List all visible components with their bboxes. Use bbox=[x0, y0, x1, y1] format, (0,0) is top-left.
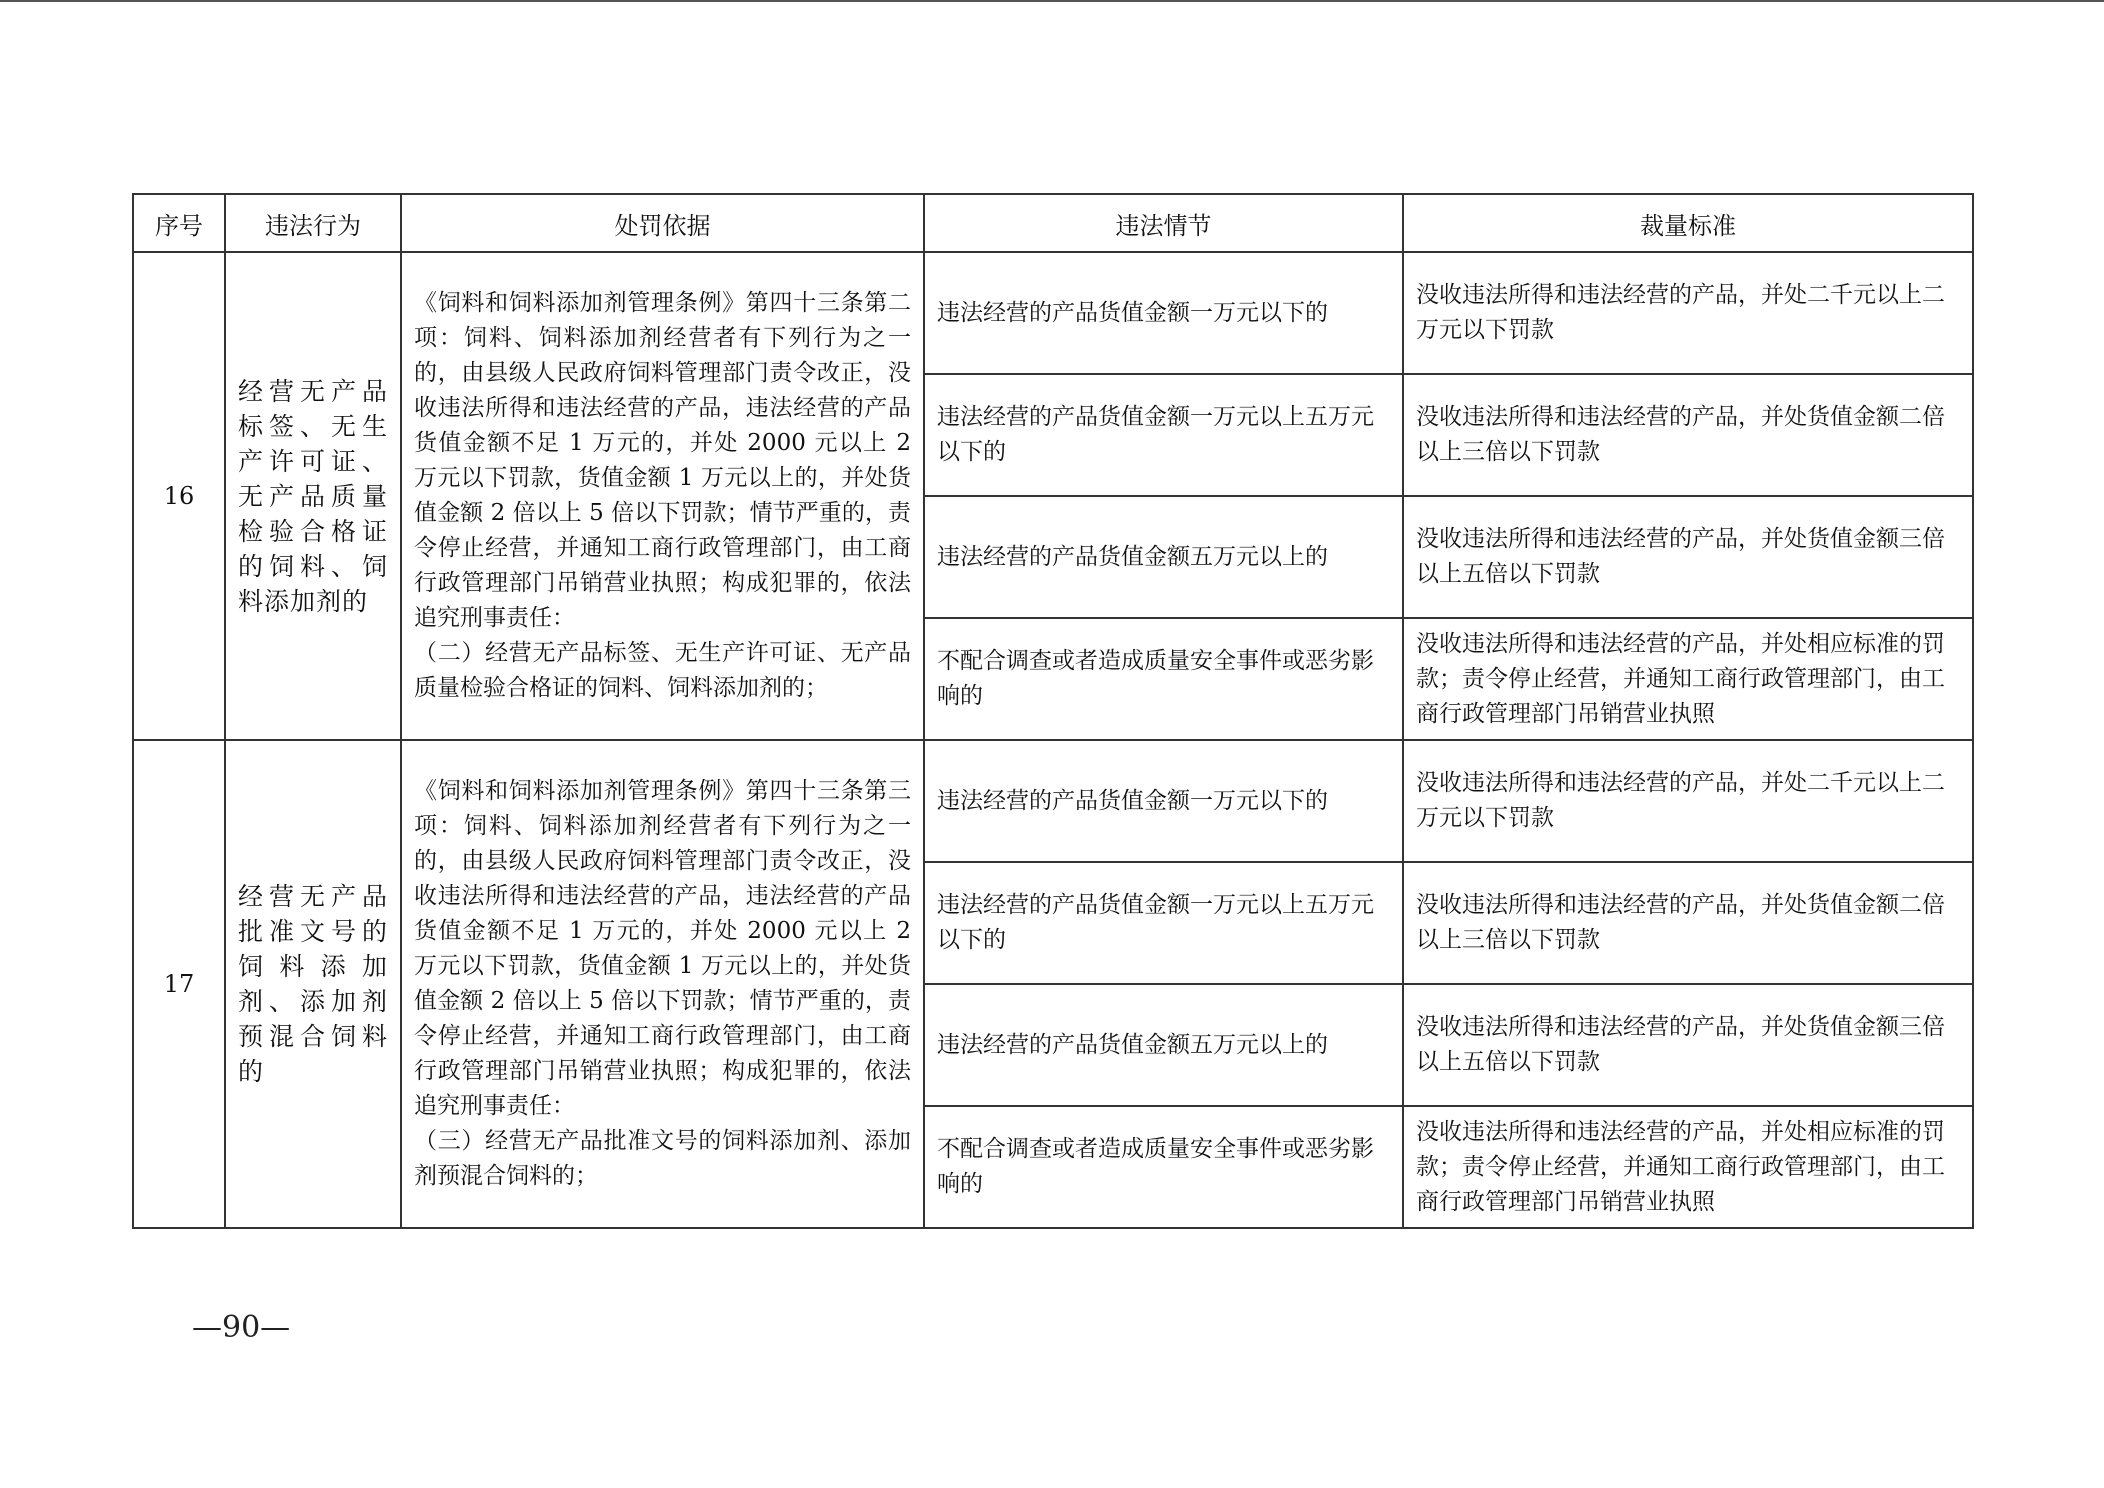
standard-cell: 没收违法所得和违法经营的产品，并处相应标准的罚款；责令停止经营，并通知工商行政管理部门，由工商行政管理部门吊销营业执照 bbox=[1403, 1106, 1973, 1228]
basis-item: （二）经营无产品标签、无生产许可证、无产品质量检验合格证的饲料、饲料添加剂的； bbox=[414, 640, 911, 701]
header-violation: 违法行为 bbox=[225, 194, 401, 252]
circumstance-cell: 违法经营的产品货值金额一万元以上五万元以下的 bbox=[924, 374, 1403, 496]
header-seq: 序号 bbox=[133, 194, 225, 252]
circumstance-cell: 违法经营的产品货值金额一万元以下的 bbox=[924, 252, 1403, 374]
circumstance-cell: 不配合调查或者造成质量安全事件或恶劣影响的 bbox=[924, 1106, 1403, 1228]
standard-cell: 没收违法所得和违法经营的产品，并处货值金额三倍以上五倍以下罚款 bbox=[1403, 984, 1973, 1106]
row-basis bbox=[401, 740, 924, 1228]
penalty-standard-table bbox=[132, 193, 1974, 1229]
basis-text: 《饲料和饲料添加剂管理条例》第四十三条第三项：饲料、饲料添加剂经营者有下列行为之一的，由县级人民政府饲料管理部门责令改正，没收违法所得和违法经营的产品，违法经营的产品货值金额不足 1 万元的，并处 2000 元以上 2 万元以下罚款，货值金额 1 万元以上的，并处货值金额 2 倍以上 5 倍以下罚款；情节严重的，责令停止经营，并通知工商行政管理部门，由工商行政管理部门吊销营业执照；构成犯罪的，依法追究刑事责任： bbox=[414, 778, 911, 1119]
standard-cell: 没收违法所得和违法经营的产品，并处货值金额三倍以上五倍以下罚款 bbox=[1403, 496, 1973, 618]
row-violation: 经营无产品标签、无生产许可证、无产品质量检验合格证的饲料、饲料添加剂的 bbox=[225, 252, 401, 740]
standard-cell: 没收违法所得和违法经营的产品，并处二千元以上二万元以下罚款 bbox=[1403, 252, 1973, 374]
standard-cell: 没收违法所得和违法经营的产品，并处二千元以上二万元以下罚款 bbox=[1403, 740, 1973, 862]
standard-cell: 没收违法所得和违法经营的产品，并处相应标准的罚款；责令停止经营，并通知工商行政管理部门，由工商行政管理部门吊销营业执照 bbox=[1403, 618, 1973, 740]
standard-cell: 没收违法所得和违法经营的产品，并处货值金额二倍以上三倍以下罚款 bbox=[1403, 374, 1973, 496]
row-seq: 16 bbox=[133, 252, 225, 740]
header-standard: 裁量标准 bbox=[1403, 194, 1973, 252]
standard-cell: 没收违法所得和违法经营的产品，并处货值金额二倍以上三倍以下罚款 bbox=[1403, 862, 1973, 984]
table-row bbox=[133, 740, 1973, 862]
circumstance-cell: 不配合调查或者造成质量安全事件或恶劣影响的 bbox=[924, 618, 1403, 740]
row-violation: 经营无产品批准文号的饲料添加剂、添加剂预混合饲料的 bbox=[225, 740, 401, 1228]
table-row bbox=[133, 252, 1973, 374]
header-circumstance: 违法情节 bbox=[924, 194, 1403, 252]
table-header-row bbox=[133, 194, 1973, 252]
circumstance-cell: 违法经营的产品货值金额一万元以上五万元以下的 bbox=[924, 862, 1403, 984]
circumstance-cell: 违法经营的产品货值金额五万元以上的 bbox=[924, 984, 1403, 1106]
circumstance-cell: 违法经营的产品货值金额五万元以上的 bbox=[924, 496, 1403, 618]
row-basis bbox=[401, 252, 924, 740]
basis-text: 《饲料和饲料添加剂管理条例》第四十三条第二项：饲料、饲料添加剂经营者有下列行为之一的，由县级人民政府饲料管理部门责令改正，没收违法所得和违法经营的产品，违法经营的产品货值金额不足 1 万元的，并处 2000 元以上 2 万元以下罚款，货值金额 1 万元以上的，并处货值金额 2 倍以上 5 倍以下罚款；情节严重的，责令停止经营，并通知工商行政管理部门，由工商行政管理部门吊销营业执照；构成犯罪的，依法追究刑事责任： bbox=[414, 290, 911, 631]
page-top-border bbox=[0, 0, 2104, 2]
row-seq: 17 bbox=[133, 740, 225, 1228]
header-basis: 处罚依据 bbox=[401, 194, 924, 252]
page-number: —90— bbox=[192, 1310, 291, 1345]
circumstance-cell: 违法经营的产品货值金额一万元以下的 bbox=[924, 740, 1403, 862]
basis-item: （三）经营无产品批准文号的饲料添加剂、添加剂预混合饲料的； bbox=[414, 1128, 911, 1189]
